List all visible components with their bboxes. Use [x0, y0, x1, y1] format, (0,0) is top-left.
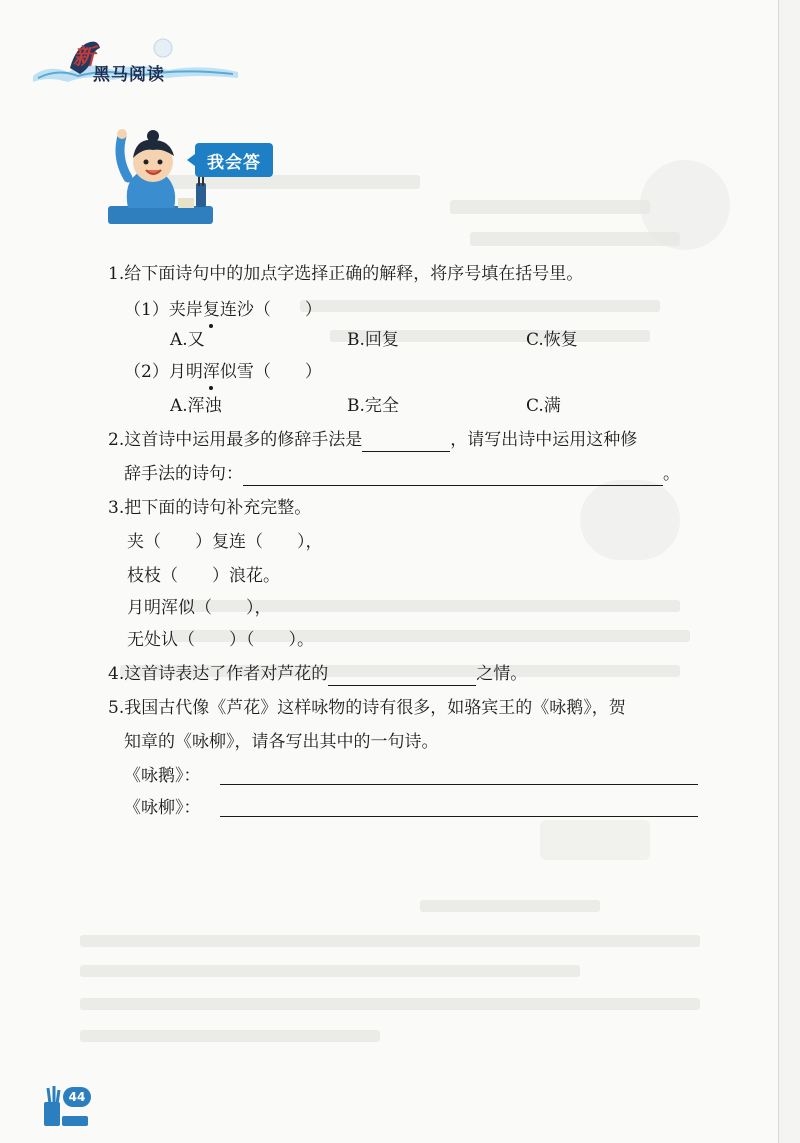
option-c: C.满	[526, 396, 561, 416]
item-text: 连沙（ ）	[219, 300, 322, 320]
logo-title: 黑马阅读	[93, 65, 165, 85]
dotted-character: 浑	[202, 362, 220, 382]
answer-label-yonge: 《咏鹅》：	[124, 766, 201, 786]
poem-line-2: 枝枝（ ）浪花。	[127, 566, 280, 586]
poem-line-1: 夹（ ）复连（ ），	[127, 532, 323, 552]
show-through-mark	[80, 965, 580, 977]
question-text: ，请写出诗中运用这种修	[450, 430, 638, 450]
show-through-mark	[540, 820, 650, 860]
question-1-item-1	[124, 298, 322, 322]
show-through-mark	[300, 300, 660, 312]
answer-blank[interactable]	[328, 667, 476, 686]
poem-line-4: 无处认（ ）（ ）。	[127, 630, 314, 650]
question-5-line-1: 5.我国古代像《芦花》这样咏物的诗有很多，如骆宾王的《咏鹅》，贺	[108, 698, 626, 718]
question-text: 。	[663, 464, 680, 484]
option-c: C.恢复	[526, 330, 578, 350]
show-through-mark	[80, 1030, 380, 1042]
option-a: A.浑浊	[170, 396, 222, 416]
show-through-mark	[450, 200, 650, 214]
question-5-line-2: 知章的《咏柳》，请各写出其中的一句诗。	[124, 732, 439, 752]
question-text: 4.这首诗表达了作者对芦花的	[108, 664, 329, 684]
dotted-character: 复	[202, 300, 220, 320]
section-title: 我会答	[195, 143, 273, 177]
option-a: A.又	[170, 330, 205, 350]
question-text: 之情。	[476, 664, 528, 684]
show-through-mark	[420, 900, 600, 912]
logo-prefix: 新	[73, 44, 96, 70]
poem-line-3: 月明浑似（ ），	[127, 598, 272, 618]
show-through-mark	[470, 232, 680, 246]
question-1-item-2	[124, 360, 322, 384]
question-2-line-1	[108, 428, 637, 452]
item-text: 似雪（ ）	[219, 362, 322, 382]
question-text: 辞手法的诗句：	[124, 464, 243, 484]
answer-label-yongliu: 《咏柳》：	[124, 798, 201, 818]
question-1-prompt: 1.给下面诗句中的加点字选择正确的解释，将序号填在括号里。	[108, 264, 584, 284]
show-through-mark	[640, 160, 730, 250]
item-text: （2）月明	[124, 362, 203, 382]
option-b: B.完全	[347, 396, 399, 416]
show-through-mark	[80, 935, 700, 947]
question-3-prompt: 3.把下面的诗句补充完整。	[108, 498, 312, 518]
page-number: 44	[63, 1087, 91, 1107]
show-through-mark	[80, 998, 700, 1010]
option-b: B.回复	[347, 330, 399, 350]
answer-line-yongliu[interactable]	[220, 816, 698, 817]
answer-blank[interactable]	[362, 433, 450, 452]
question-text: 2.这首诗中运用最多的修辞手法是	[108, 430, 363, 450]
question-4	[108, 662, 527, 686]
answer-blank[interactable]	[243, 467, 663, 486]
question-2-line-2	[124, 462, 680, 486]
item-text: （1）夹岸	[124, 300, 203, 320]
answer-line-yonge[interactable]	[220, 784, 698, 785]
show-through-mark	[580, 480, 680, 560]
